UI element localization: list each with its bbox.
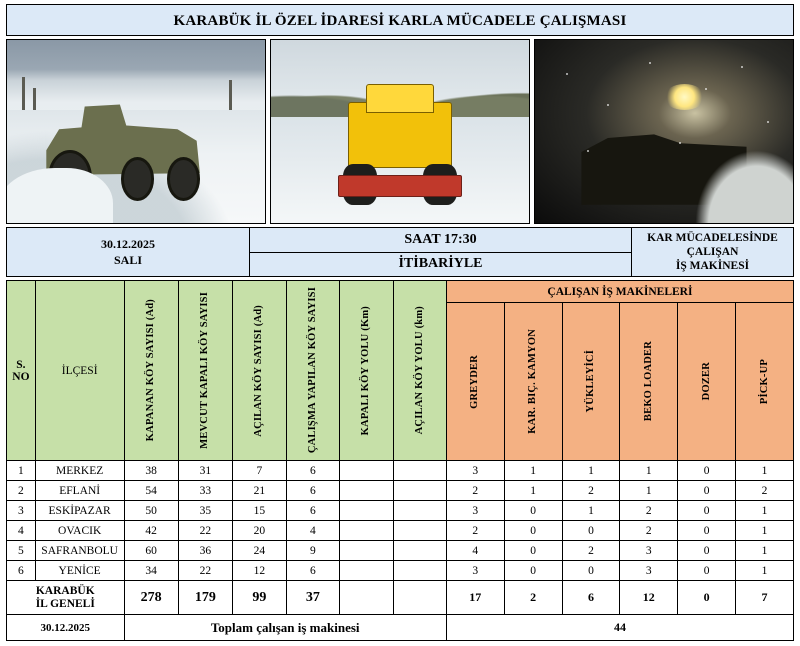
cell-worked-villages: 6 xyxy=(286,561,340,581)
cell-closed-villages: 54 xyxy=(124,481,178,501)
photo-loader-on-snowy-road xyxy=(270,39,530,224)
machines-header-cell xyxy=(632,228,794,277)
header-machines-group: ÇALIŞAN İŞ MAKİNELERİ xyxy=(446,281,793,303)
cell-opened-road xyxy=(393,461,446,481)
total-snow-blade-truck: 2 xyxy=(504,581,562,615)
total-label-line1: KARABÜK xyxy=(35,584,95,597)
cell-grader: 4 xyxy=(446,541,504,561)
total-currently-closed: 179 xyxy=(178,581,232,615)
total-closed-villages: 278 xyxy=(124,581,178,615)
machines-header-line2: ÇALIŞAN xyxy=(686,246,739,258)
cell-currently-closed: 36 xyxy=(178,541,232,561)
cell-closed-road xyxy=(340,461,393,481)
cell-grader: 3 xyxy=(446,501,504,521)
report-date: 30.12.2025 xyxy=(101,237,155,251)
cell-backhoe: 1 xyxy=(620,461,678,481)
total-backhoe: 12 xyxy=(620,581,678,615)
cell-opened-road xyxy=(393,521,446,541)
header-opened-road-km: AÇILAN KÖY YOLU (km) xyxy=(393,281,446,461)
cell-closed-villages: 42 xyxy=(124,521,178,541)
cell-worked-villages: 6 xyxy=(286,501,340,521)
cell-district: SAFRANBOLU xyxy=(35,541,124,561)
header-pickup: PİCK-UP xyxy=(736,303,794,461)
cell-district: EFLANİ xyxy=(35,481,124,501)
header-sno xyxy=(7,281,36,461)
cell-dozer: 0 xyxy=(678,501,736,521)
cell-opened-villages: 15 xyxy=(233,501,287,521)
cell-closed-road xyxy=(340,481,393,501)
cell-closed-villages: 38 xyxy=(124,461,178,481)
cell-loader: 0 xyxy=(562,561,620,581)
header-grader: GREYDER xyxy=(446,303,504,461)
cell-pickup: 2 xyxy=(736,481,794,501)
cell-backhoe: 3 xyxy=(620,541,678,561)
cell-backhoe: 3 xyxy=(620,561,678,581)
footer-total-machines: 44 xyxy=(446,615,793,641)
footer-date: 30.12.2025 xyxy=(7,615,125,641)
cell-opened-road xyxy=(393,501,446,521)
cell-closed-road xyxy=(340,541,393,561)
photo-grader-clearing-snow-daytime xyxy=(6,39,266,224)
cell-closed-road xyxy=(340,521,393,541)
cell-dozer: 0 xyxy=(678,521,736,541)
cell-loader: 2 xyxy=(562,541,620,561)
cell-currently-closed: 35 xyxy=(178,501,232,521)
cell-worked-villages: 9 xyxy=(286,541,340,561)
header-closed-villages: KAPANAN KÖY SAYISI (Ad) xyxy=(124,281,178,461)
header-district: İLÇESİ xyxy=(35,281,124,461)
machines-header-line3: İŞ MAKİNESİ xyxy=(675,260,750,272)
cell-opened-road xyxy=(393,481,446,501)
cell-opened-villages: 21 xyxy=(233,481,287,501)
cell-pickup: 1 xyxy=(736,521,794,541)
cell-snow-blade-truck: 0 xyxy=(504,561,562,581)
cell-sno: 5 xyxy=(7,541,36,561)
cell-district: YENİCE xyxy=(35,561,124,581)
cell-loader: 1 xyxy=(562,501,620,521)
cell-backhoe: 2 xyxy=(620,501,678,521)
cell-closed-road xyxy=(340,501,393,521)
cell-grader: 3 xyxy=(446,461,504,481)
header-worked-villages: ÇALIŞMA YAPILAN KÖY SAYISI xyxy=(286,281,340,461)
cell-closed-road xyxy=(340,561,393,581)
cell-sno: 2 xyxy=(7,481,36,501)
total-opened-road xyxy=(393,581,446,615)
cell-pickup: 1 xyxy=(736,501,794,521)
cell-opened-villages: 7 xyxy=(233,461,287,481)
cell-snow-blade-truck: 0 xyxy=(504,501,562,521)
cell-dozer: 0 xyxy=(678,461,736,481)
page-title: KARABÜK İL ÖZEL İDARESİ KARLA MÜCADELE ÇALIŞMASI xyxy=(6,4,794,36)
cell-pickup: 1 xyxy=(736,561,794,581)
cell-closed-villages: 34 xyxy=(124,561,178,581)
cell-district: ESKİPAZAR xyxy=(35,501,124,521)
report-day: SALI xyxy=(113,253,142,267)
table-row xyxy=(7,521,794,541)
cell-snow-blade-truck: 0 xyxy=(504,521,562,541)
cell-snow-blade-truck: 1 xyxy=(504,461,562,481)
total-grader: 17 xyxy=(446,581,504,615)
header-dozer: DOZER xyxy=(678,303,736,461)
cell-sno: 3 xyxy=(7,501,36,521)
snow-operations-table xyxy=(6,280,794,641)
cell-district: OVACIK xyxy=(35,521,124,541)
cell-sno: 4 xyxy=(7,521,36,541)
cell-snow-blade-truck: 0 xyxy=(504,541,562,561)
cell-worked-villages: 6 xyxy=(286,481,340,501)
cell-currently-closed: 22 xyxy=(178,561,232,581)
cell-dozer: 0 xyxy=(678,541,736,561)
footer-label: Toplam çalışan iş makinesi xyxy=(124,615,446,641)
cell-currently-closed: 33 xyxy=(178,481,232,501)
header-backhoe-loader: BEKO LOADER xyxy=(620,303,678,461)
machines-header-line1: KAR MÜCADELESİNDE xyxy=(647,232,778,244)
cell-district: MERKEZ xyxy=(35,461,124,481)
total-label xyxy=(7,581,125,615)
cell-loader: 1 xyxy=(562,461,620,481)
table-row xyxy=(7,501,794,521)
photo-night-snow-clearing-headlights xyxy=(534,39,794,224)
table-row xyxy=(7,481,794,501)
cell-pickup: 1 xyxy=(736,541,794,561)
header-sno-line1: S. xyxy=(16,358,26,371)
table-row xyxy=(7,561,794,581)
cell-dozer: 0 xyxy=(678,481,736,501)
header-closed-road-km: KAPALI KÖY YOLU (Km) xyxy=(340,281,393,461)
cell-backhoe: 1 xyxy=(620,481,678,501)
total-closed-road xyxy=(340,581,393,615)
total-dozer: 0 xyxy=(678,581,736,615)
report-time-sub: İTİBARİYLE xyxy=(250,252,632,277)
table-total-row xyxy=(7,581,794,615)
cell-currently-closed: 31 xyxy=(178,461,232,481)
total-loader: 6 xyxy=(562,581,620,615)
table-row xyxy=(7,541,794,561)
cell-worked-villages: 6 xyxy=(286,461,340,481)
cell-loader: 2 xyxy=(562,481,620,501)
cell-opened-villages: 20 xyxy=(233,521,287,541)
header-opened-villages: AÇILAN KÖY SAYISI (Ad) xyxy=(233,281,287,461)
report-date-cell xyxy=(7,228,250,277)
total-label-line2: İL GENELİ xyxy=(35,597,95,610)
total-pickup: 7 xyxy=(736,581,794,615)
table-footer-row xyxy=(7,615,794,641)
cell-closed-villages: 50 xyxy=(124,501,178,521)
cell-grader: 2 xyxy=(446,481,504,501)
header-currently-closed-villages: MEVCUT KAPALI KÖY SAYISI xyxy=(178,281,232,461)
cell-dozer: 0 xyxy=(678,561,736,581)
cell-snow-blade-truck: 1 xyxy=(504,481,562,501)
cell-sno: 1 xyxy=(7,461,36,481)
cell-pickup: 1 xyxy=(736,461,794,481)
report-time: SAAT 17:30 xyxy=(250,228,632,253)
total-worked-villages: 37 xyxy=(286,581,340,615)
cell-backhoe: 2 xyxy=(620,521,678,541)
table-row xyxy=(7,461,794,481)
cell-opened-road xyxy=(393,541,446,561)
info-band xyxy=(6,227,794,277)
total-opened-villages: 99 xyxy=(233,581,287,615)
cell-grader: 3 xyxy=(446,561,504,581)
header-snow-blade-truck: KAR. BIÇ. KAMYON xyxy=(504,303,562,461)
cell-opened-villages: 24 xyxy=(233,541,287,561)
cell-worked-villages: 4 xyxy=(286,521,340,541)
cell-opened-villages: 12 xyxy=(233,561,287,581)
cell-closed-villages: 60 xyxy=(124,541,178,561)
cell-sno: 6 xyxy=(7,561,36,581)
cell-currently-closed: 22 xyxy=(178,521,232,541)
photo-strip xyxy=(6,39,794,224)
header-sno-line2: NO xyxy=(12,370,30,383)
cell-opened-road xyxy=(393,561,446,581)
cell-grader: 2 xyxy=(446,521,504,541)
header-loader: YÜKLEYİCİ xyxy=(562,303,620,461)
cell-loader: 0 xyxy=(562,521,620,541)
